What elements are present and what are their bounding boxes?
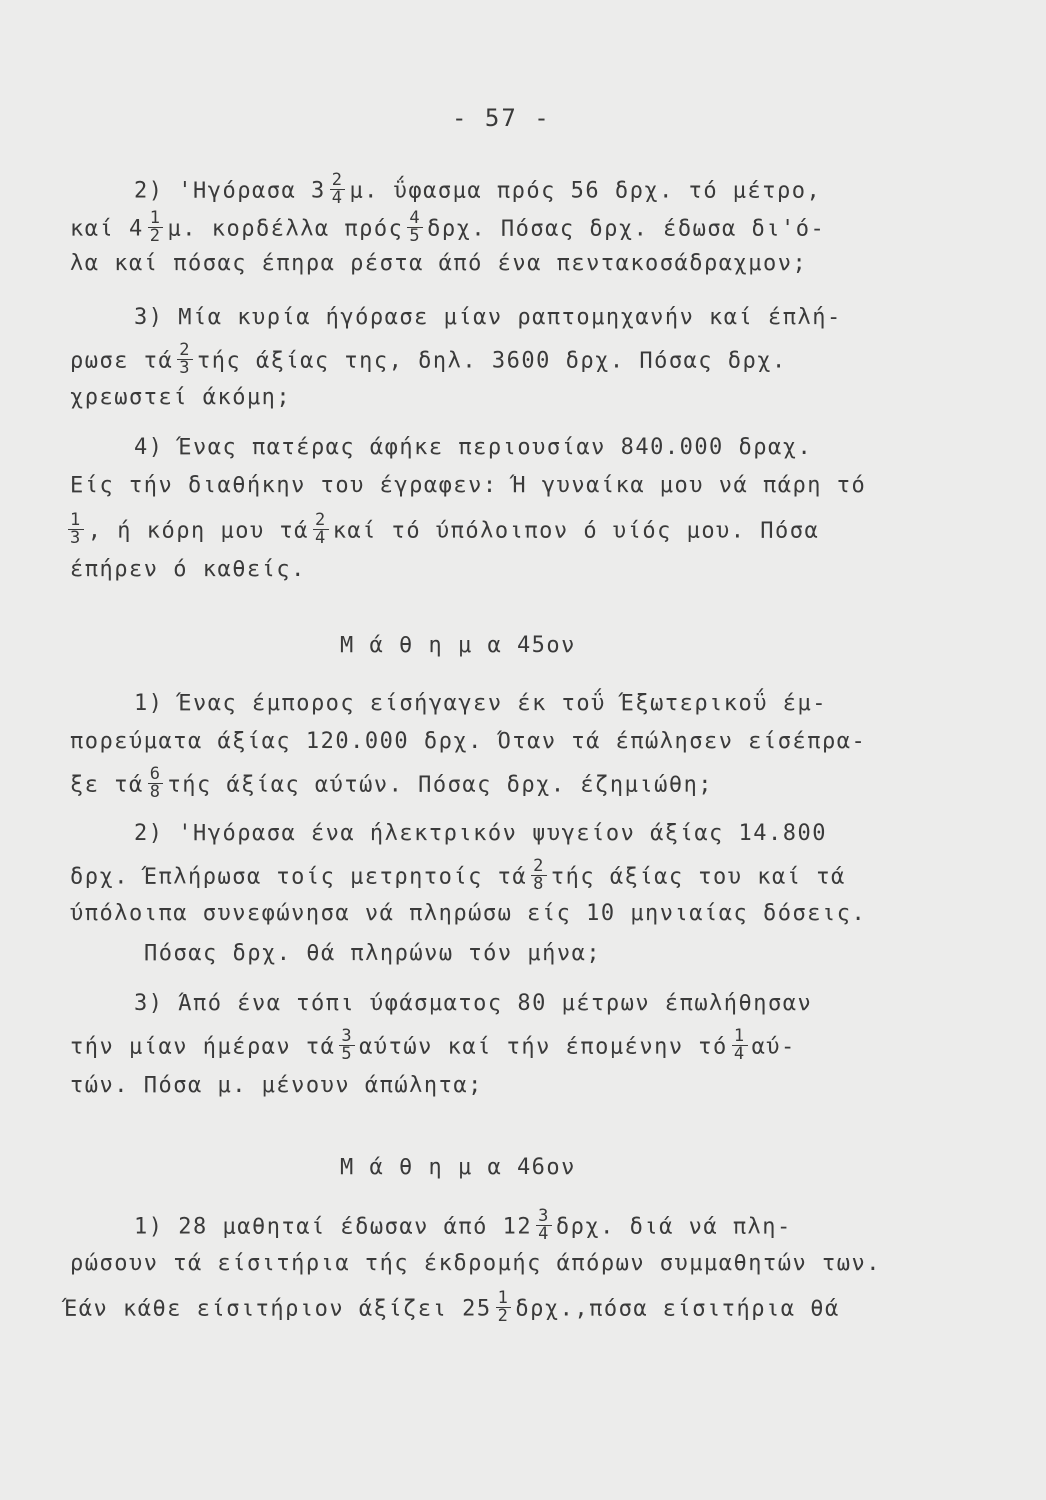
lesson-45-problem-2-line-2: δρχ. Έπλήρωσα τοίς μετρητοίς τά $\frac{2}{8}$ τής άξίας του καί τά [70,856,846,894]
fraction: $\frac{2}{4}$ [314,510,327,548]
fraction: $\frac{4}{5}$ [409,208,422,246]
problem-3-line-3: χρεωστεί άκόμη; [70,385,292,410]
lesson-45-problem-1-line-2: πορεύματα άξίας 120.000 δρχ. Όταν τά έπώλησεν είσέπρα- [70,729,867,754]
fraction: $\frac{1}{3}$ [70,510,82,548]
problem-3-line-1: 3) Μία κυρία ήγόρασε μίαν ραπτομηχανήν καί έπλή- [134,305,842,330]
problem-4-line-1: 4) Ένας πατέρας άφήκε περιουσίαν 840.000 δραχ. [134,435,813,460]
lesson-45-problem-2-line-1: 2) 'Ηγόρασα ένα ήλεκτρικόν ψυγείον άξίας 14.800 [134,821,828,846]
lesson-45-problem-1-line-3: ξε τά $\frac{6}{8}$ τής άξίας αύτών. Πόσας δρχ. έζημιώθη; [70,764,714,802]
lesson-46-problem-1-line-1: 1) 28 μαθηταί έδωσαν άπό 12 $\frac{3}{4}$ δρχ. διά νά πλη- [134,1206,792,1244]
problem-4-line-4: έπήρεν ό καθείς. [70,557,306,582]
fraction: $\frac{1}{4}$ [733,1026,746,1064]
problem-2-line-1: 2) 'Ηγόρασα 3 $\frac{2}{4}$ μ. ΰφασμα πρός 56 δρχ. τό μέτρο, [134,170,822,208]
problem-4-line-3: $\frac{1}{3}$ , ή κόρη μου τά $\frac{2}{4}$ καί τό ύπόλοιπον ό υίός μου. Πόσα [70,510,820,548]
fraction: $\frac{3}{5}$ [341,1026,354,1064]
lesson-45-problem-3-line-2: τήν μίαν ήμέραν τά $\frac{3}{5}$ αύτών καί τήν έπομένην τό $\frac{1}{4}$ αύ- [70,1026,796,1064]
lesson-45-problem-3-line-3: τών. Πόσα μ. μένουν άπώλητα; [70,1073,483,1098]
fraction: $\frac{3}{4}$ [538,1206,550,1244]
lesson-45-problem-1-line-1: 1) Ένας έμπορος είσήγαγεν έκ τοΰ Έξωτερικοΰ έμ- [134,691,828,716]
lesson-45-problem-2-line-3: ύπόλοιπα συνεφώνησα νά πληρώσω είς 10 μηνιαίας δόσεις. [70,901,867,926]
fraction: $\frac{1}{2}$ [149,208,162,246]
lesson-46-heading: Μ ά θ η μ α 46ον [340,1155,576,1180]
fraction: $\frac{2}{4}$ [331,170,344,208]
problem-3-line-2: ρωσε τά $\frac{2}{3}$ τής άξίας της, δηλ. 3600 δρχ. Πόσας δρχ. [70,340,787,378]
fraction: $\frac{6}{8}$ [149,764,162,802]
lesson-45-problem-2-line-4: Πόσας δρχ. θά πληρώνω τόν μήνα; [144,941,602,966]
page-number: - 57 - [452,104,551,132]
problem-4-line-2: Είς τήν διαθήκην του έγραφεν: Ή γυναίκα μου νά πάρη τό [70,473,867,498]
problem-2-line-3: λα καί πόσας έπηρα ρέστα άπό ένα πεντακοσάδραχμον; [70,251,808,276]
lesson-45-heading: Μ ά θ η μ α 45ον [340,633,576,658]
lesson-45-problem-3-line-1: 3) Άπό ένα τόπι ύφάσματος 80 μέτρων έπωλήθησαν [134,991,813,1016]
problem-2-line-2: καί 4 $\frac{1}{2}$ μ. κορδέλλα πρός $\frac{4}{5}$ δρχ. Πόσας δρχ. έδωσα δι'ό- [70,208,826,246]
fraction: $\frac{2}{8}$ [533,856,545,894]
fraction: $\frac{1}{2}$ [497,1288,510,1326]
lesson-46-problem-1-line-2: ρώσουν τά είσιτήρια τής έκδρομής άπόρων συμμαθητών των. [70,1251,881,1276]
lesson-46-problem-1-line-3: Έάν κάθε είσιτήριον άξίζει 25 $\frac{1}{2}$ δρχ.,πόσα είσιτήρια θά [64,1288,840,1326]
fraction: $\frac{2}{3}$ [179,340,191,378]
